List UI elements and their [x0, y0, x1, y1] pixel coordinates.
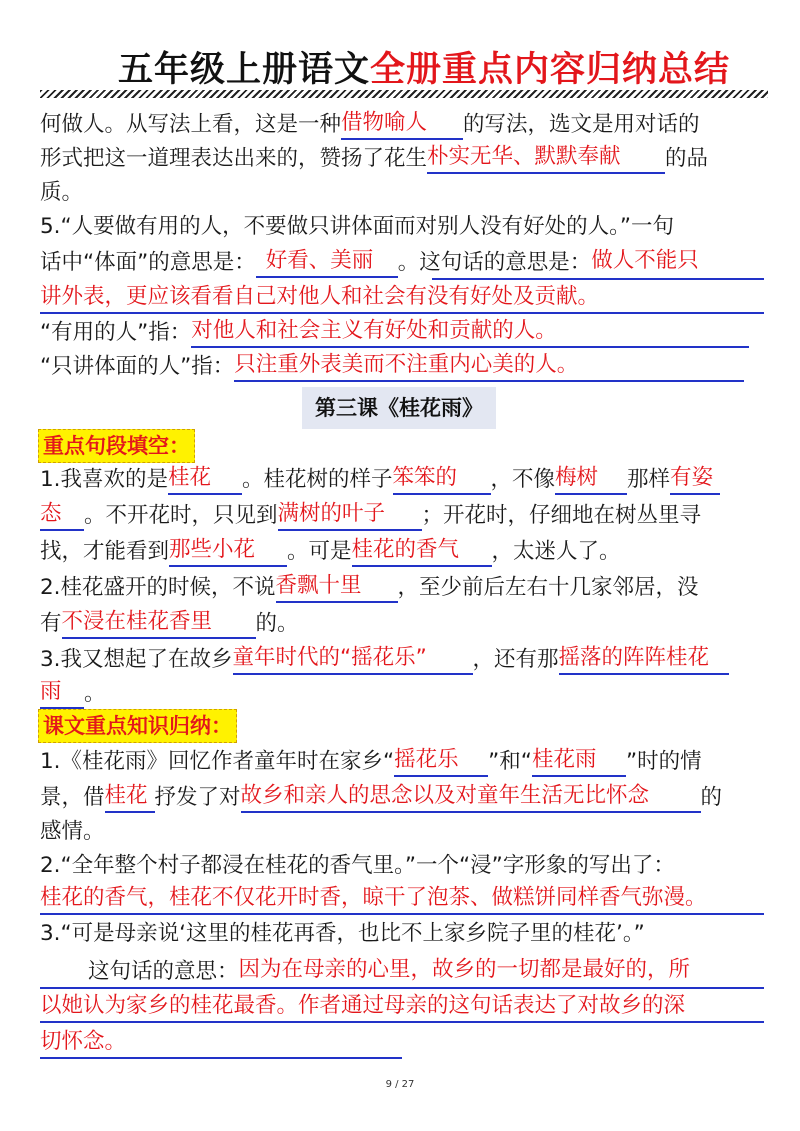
answer-blank: 桂花: [105, 781, 155, 813]
header-divider: [40, 90, 768, 98]
answer-blank: 摇花乐: [394, 745, 488, 777]
answer-blank: 对他人和社会主义有好处和贡献的人。: [191, 316, 749, 348]
section-label-key-points: 课文重点知识归纳：: [38, 709, 237, 743]
title-red-part: 全册重点内容归纳总结: [370, 50, 731, 90]
answer-blank: 满树的叶子: [278, 499, 422, 531]
title-black-part: 五年级上册语文: [118, 50, 371, 90]
text-line: [40, 643, 729, 677]
line-text: 。不开花时，只见到: [84, 503, 278, 528]
line-text: 。这句话的意思是：: [397, 250, 592, 275]
lesson-title: 第三课《桂花雨》: [302, 387, 496, 429]
line-text: 。桂花树的样子: [242, 467, 393, 492]
answer-underline: [40, 987, 764, 989]
line-text: 2.“全年整个村子都浸在桂花的香气里。”一个“浸”字形象的写出了：: [40, 853, 675, 878]
line-text: “有用的人”指：: [40, 320, 192, 345]
text-line: [40, 210, 674, 244]
text-line: [40, 316, 749, 350]
answer-blank: 不浸在桂花香里: [62, 607, 256, 639]
line-text: 感情。: [40, 819, 105, 844]
answer-underline: [432, 278, 764, 280]
line-text: 有: [40, 611, 62, 636]
text-line: [40, 607, 299, 641]
page-header: [40, 38, 768, 98]
page-title: [118, 42, 730, 92]
text-line: [40, 535, 621, 569]
text-line: [40, 571, 699, 605]
text-line: [40, 246, 699, 280]
text-line: [40, 282, 764, 316]
text-line: [40, 108, 700, 142]
answer-blank: 桂花的香气: [352, 535, 492, 567]
answer-blank: 做人不能只: [591, 248, 699, 273]
line-text: 的写法，选文是用对话的: [463, 112, 700, 137]
line-text: 的。: [255, 611, 299, 636]
text-line: [40, 142, 708, 176]
line-text: 何做人。从写法上看，这是一种: [40, 112, 342, 137]
text-line: [40, 677, 106, 711]
answer-blank: 雨: [40, 677, 84, 709]
line-text: “只讲体面的人”指：: [40, 354, 235, 379]
text-line: [88, 955, 690, 989]
answer-blank: 切怀念。: [40, 1027, 402, 1059]
answer-blank: 以她认为家乡的桂花最香。作者通过母亲的这句话表达了对故乡的深: [40, 991, 764, 1023]
line-text: 这句话的意思：: [88, 959, 239, 984]
line-text: 2.桂花盛开的时候，不说: [40, 575, 276, 600]
line-text: 。可是: [287, 539, 352, 564]
line-text: 质。: [40, 180, 84, 205]
answer-blank: 朴实无华、默默奉献: [427, 142, 665, 174]
text-line: [40, 815, 105, 849]
section-label-fill-blanks: 重点句段填空：: [38, 429, 195, 463]
line-text: ，至少前后左右十几家邻居，没: [397, 575, 699, 600]
answer-blank: 故乡和亲人的思念以及对童年生活无比怀念: [241, 781, 701, 813]
line-text: 1.我喜欢的是: [40, 467, 169, 492]
text-line: [40, 176, 83, 210]
answer-blank: 桂花雨: [532, 745, 626, 777]
line-text: 1.《桂花雨》回忆作者童年时在家乡“: [40, 749, 395, 774]
line-text: 景，借: [40, 785, 105, 810]
answer-blank: 童年时代的“摇花乐”: [233, 643, 473, 675]
answer-blank: 借物喻人: [341, 108, 463, 140]
line-text: ”时的情: [625, 749, 702, 774]
answer-blank: 桂花: [168, 463, 242, 495]
line-text: 的: [700, 785, 723, 810]
answer-blank: 香飘十里: [276, 571, 398, 603]
line-text: 。: [84, 681, 106, 706]
text-line: [40, 463, 720, 497]
text-line: [40, 883, 764, 917]
answer-blank: 桂花的香气，桂花不仅花开时香，晾干了泡茶、做糕饼同样香气弥漫。: [40, 883, 764, 915]
page-number: 9 / 27: [385, 1079, 415, 1090]
answer-blank: 那些小花: [169, 535, 287, 567]
text-line: [40, 1027, 402, 1061]
line-text: 3.我又想起了在故乡: [40, 647, 233, 672]
line-text: ，不像: [490, 467, 556, 492]
line-text: 找，才能看到: [40, 539, 170, 564]
line-text: 那样: [627, 467, 671, 492]
answer-blank: 摇落的阵阵桂花: [559, 643, 729, 675]
text-line: [40, 499, 701, 533]
answer-blank: 讲外表，更应该看看自己对他人和社会有没有好处及贡献。: [40, 282, 764, 314]
line-text: 形式把这一道理表达出来的，赞扬了花生: [40, 146, 428, 171]
line-text: ，太迷人了。: [491, 539, 621, 564]
line-text: 5.“人要做有用的人，不要做只讲体面而对别人没有好处的人。”一句: [40, 214, 675, 239]
text-line: [40, 849, 675, 883]
text-line: [40, 781, 722, 815]
line-text: ”和“: [488, 749, 532, 774]
answer-blank: 笨笨的: [393, 463, 491, 495]
answer-blank: 好看、美丽: [256, 246, 398, 278]
line-text: 抒发了对: [154, 785, 241, 810]
answer-blank: 因为在母亲的心里，故乡的一切都是最好的，所: [238, 957, 691, 982]
line-text: ，还有那: [472, 647, 559, 672]
line-text: 3.“可是母亲说‘这里的桂花再香，也比不上家乡院子里的桂花’。”: [40, 921, 645, 946]
text-line: [40, 350, 744, 384]
line-text: 话中“体面”的意思是：: [40, 250, 256, 275]
line-text: ；开花时，仔细地在树丛里寻: [421, 503, 702, 528]
answer-blank: 只注重外表美而不注重内心美的人。: [234, 350, 744, 382]
answer-blank: 态: [40, 499, 84, 531]
answer-blank: 有姿: [670, 463, 720, 495]
text-line: [40, 917, 645, 951]
answer-blank: 梅树: [555, 463, 627, 495]
line-text: 的品: [665, 146, 709, 171]
text-line: [40, 745, 702, 779]
text-line: [40, 991, 764, 1025]
